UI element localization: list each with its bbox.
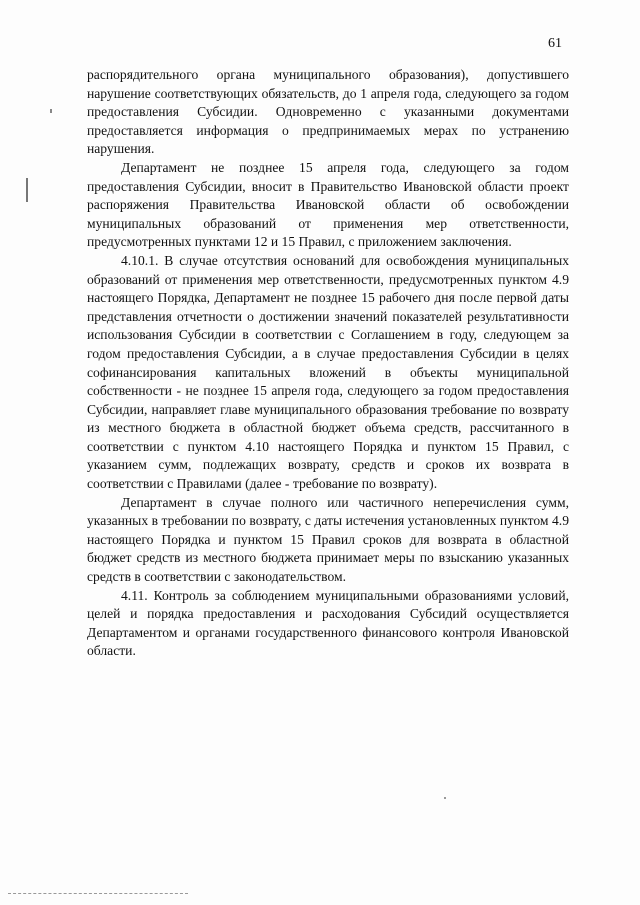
page-number: 61 bbox=[548, 36, 562, 51]
paragraph-continuation: распорядительного органа муниципального образования), допустившего нарушение соответствующих обязательств, до 1 апреля года, следующего за годом предоставления Субсидии. Одновременно с указанными документами предоставляется информация о предпринимаемых мерах по устранению нарушения. bbox=[87, 67, 569, 157]
scan-bottom-line bbox=[8, 893, 188, 894]
paragraph-4-11: 4.11. Контроль за соблюдением муниципальными образованиями условий, целей и порядка предоставления и расходования Субсидий осуществляется Департаментом и органами государственного финансового контроля Ивановской области. bbox=[87, 587, 569, 659]
scan-dot-mark bbox=[444, 797, 446, 799]
paragraph-department-submission: Департамент не позднее 15 апреля года, следующего за годом предоставления Субсидии, вносит в Правительство Ивановской области проект распоряжения Правительства Ивановской области об освобождении муниципальных образований от применения мер ответственности, предусмотренных пунктами 12 и 15 Правил, с приложением заключения. bbox=[87, 159, 569, 250]
scan-tick-mark bbox=[50, 109, 52, 113]
scan-margin-mark bbox=[26, 178, 28, 202]
paragraph-department-recovery: Департамент в случае полного или частичного неперечисления сумм, указанных в требовании по возврату, с даты истечения установленных пунктом 4.9 настоящего Порядка и пунктом 15 Правил сроков для возврата в областной бюджет средств из местного бюджета принимает меры по взысканию указанных средств в соответствии с законодательством. bbox=[87, 494, 569, 585]
paragraph-4-10-1: 4.10.1. В случае отсутствия оснований для освобождения муниципальных образований от применения мер ответственности, предусмотренных пунктом 4.9 настоящего Порядка, Департамент не позднее 15 рабочего дня после первой даты представления отчетности о достижении значений показателей результативности использования Субсидии в соответствии с Соглашением в году, следующем за годом предоставления Субсидии, а в случае предоставления Субсидии в целях софинансирования капитальных вложений в объекты муниципальной собственности - не позднее 15 апреля года, следующего за годом предоставления Субсидии, направляет главе муниципального образования требование по возврату из местного бюджета в областной бюджет объема средств, рассчитанного в соответствии с пунктом 4.10 настоящего Порядка и пунктом 15 Правил, с указанием сумм, подлежащих возврату, средств и сроков их возврата в соответствии с Правилами (далее - требование по возврату). bbox=[87, 252, 569, 492]
document-body bbox=[87, 66, 569, 661]
